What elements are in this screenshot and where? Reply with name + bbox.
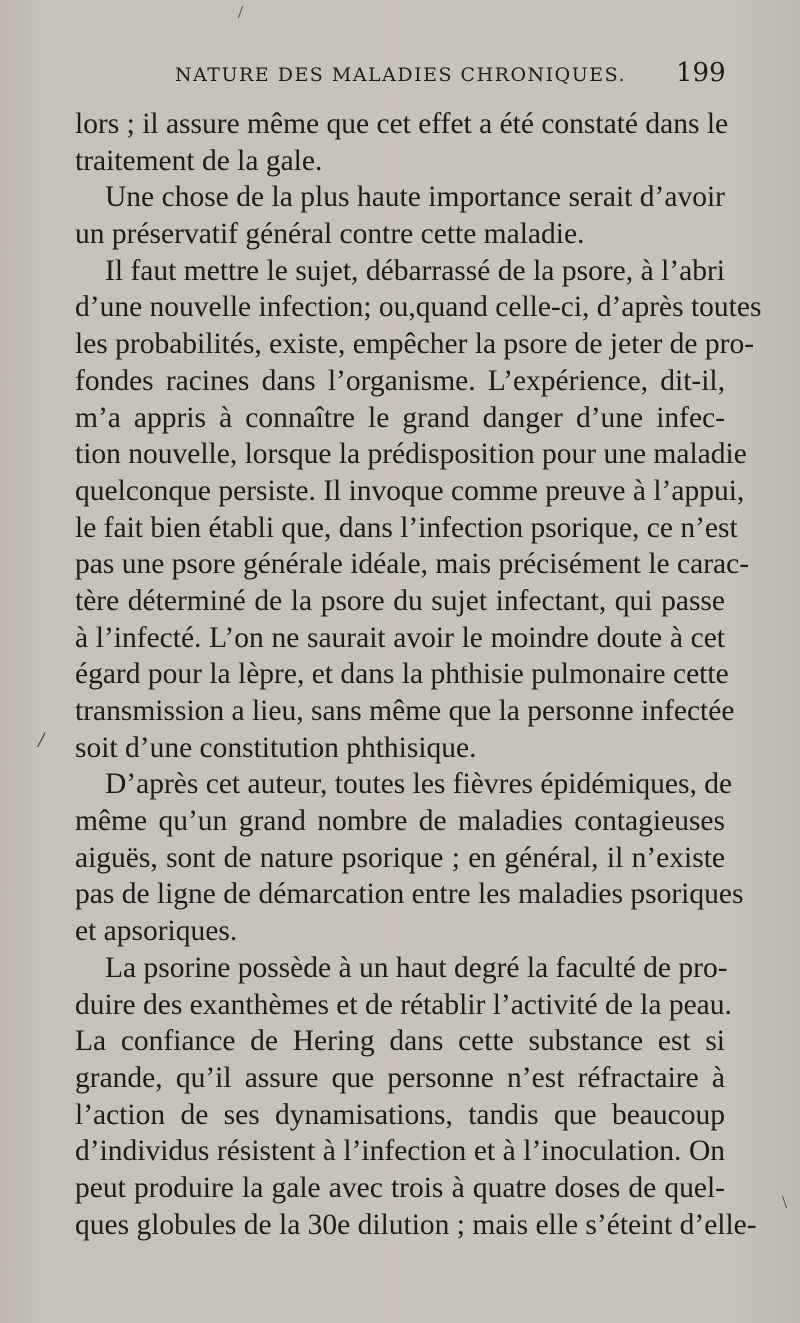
text-line: aiguës, sont de nature psorique ; en général, il n’existe [75, 841, 725, 874]
page-header [0, 56, 800, 96]
text-line: l’action de ses dynamisations, tandis que beaucoup [75, 1098, 725, 1131]
text-line: tion nouvelle, lorsque la prédisposition pour une maladie [75, 438, 747, 471]
text-line: égard pour la lèpre, et dans la phthisie pulmonaire cette [75, 658, 729, 691]
margin-mark-right: \ [782, 1192, 788, 1212]
text-line: lors ; il assure même que cet effet a été constaté dans le [75, 108, 729, 140]
page-number: 199 [676, 58, 726, 88]
text-line: les probabilités, existe, empêcher la psore de jeter de pro- [75, 328, 755, 361]
text-line: D’après cet auteur, toutes les fièvres épidémiques, de [105, 768, 733, 801]
text-line: traitement de la gale. [75, 144, 323, 177]
text-line: grande, qu’il assure que personne n’est réfractaire à [75, 1061, 725, 1094]
text-line: un préservatif général contre cette maladie. [75, 218, 585, 251]
text-line: quelconque persiste. Il invoque comme preuve à l’appui, [75, 474, 745, 507]
text-line: soit d’une constitution phthisique. [75, 731, 477, 764]
text-line: ques globules de la 30e dilution ; mais elle s’éteint d’elle- [75, 1208, 757, 1241]
text-line: peut produire la gale avec trois à quatre doses de quel- [75, 1171, 725, 1204]
text-line: et apsoriques. [75, 915, 238, 948]
text-line: tère déterminé de la psore du sujet infectant, qui passe [75, 584, 725, 617]
text-line: le fait bien établi que, dans l’infection psorique, ce n’est [75, 511, 738, 544]
text-line: Il faut mettre le sujet, débarrassé de la psore, à l’abri [105, 254, 725, 287]
running-title: NATURE DES MALADIES CHRONIQUES. [175, 64, 627, 86]
body-text [75, 106, 762, 1243]
text-line: transmission a lieu, sans même que la personne infectée [75, 695, 735, 727]
text-line: même qu’un grand nombre de maladies contagieuses [75, 805, 725, 838]
margin-pencil-mark: / [38, 727, 45, 752]
text-line: duire des exanthèmes et de rétablir l’activité de la peau. [75, 988, 732, 1021]
text-line: à l’infecté. L’on ne saurait avoir le moindre doute à cet [75, 621, 725, 654]
text-line: pas une psore générale idéale, mais précisément le carac- [75, 548, 750, 581]
text-line: La psorine possède à un haut degré la faculté de pro- [105, 951, 728, 984]
text-line: fondes racines dans l’organisme. L’expérience, dit-il, [75, 364, 725, 397]
text-line: La confiance de Hering dans cette substance est si [75, 1025, 725, 1058]
text-line: pas de ligne de démarcation entre les maladies psoriques [75, 878, 744, 911]
text-line: m’a appris à connaître le grand danger d’une infec- [75, 401, 725, 434]
pencil-mark-top: / [238, 2, 244, 22]
text-line: d’une nouvelle infection; ou,quand celle-ci, d’après toutes [75, 291, 762, 324]
text-line: Une chose de la plus haute importance serait d’avoir [105, 181, 725, 214]
text-line: d’individus résistent à l’infection et à l’inoculation. On [75, 1135, 725, 1168]
